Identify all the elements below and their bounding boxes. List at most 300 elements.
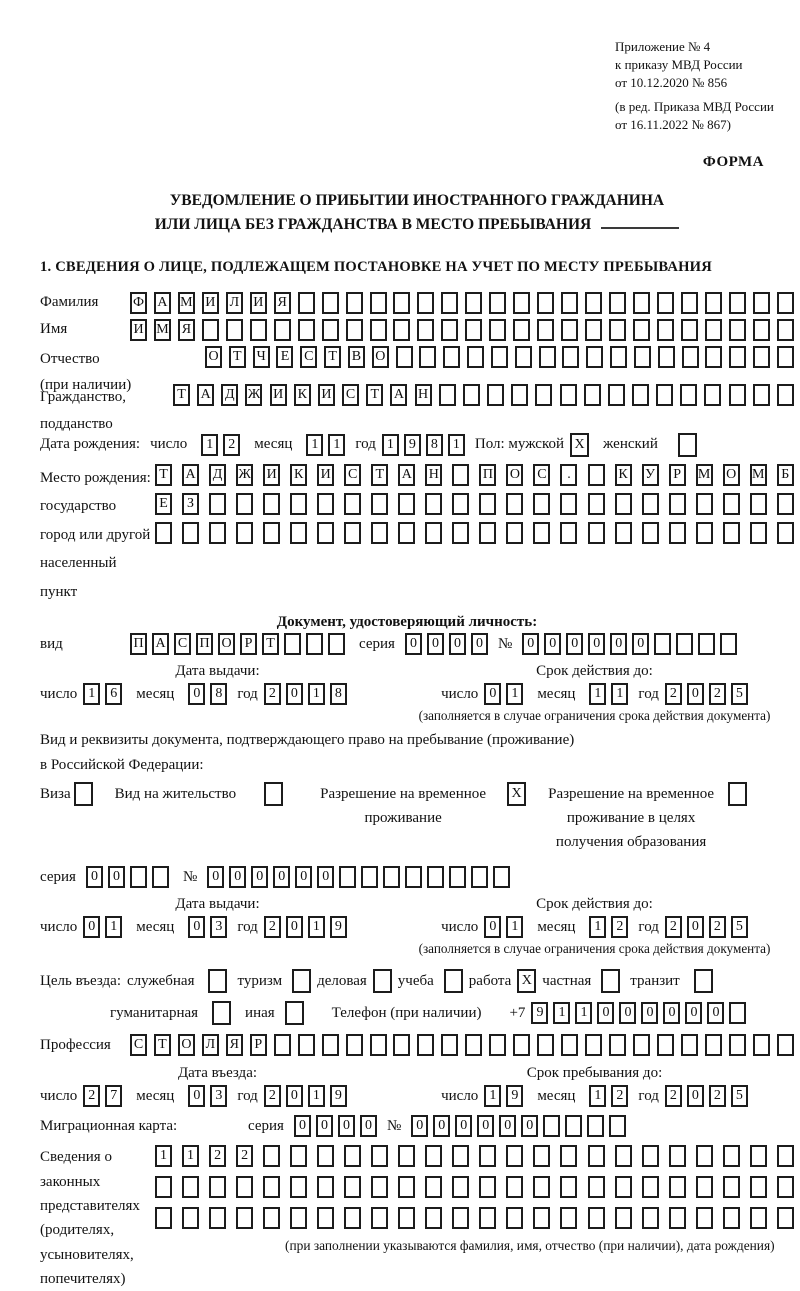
char-box[interactable]: 2 (223, 434, 240, 456)
char-box[interactable] (290, 1145, 307, 1167)
char-box[interactable] (669, 493, 686, 515)
char-box[interactable]: 0 (427, 633, 444, 655)
char-box[interactable]: 0 (588, 633, 605, 655)
char-box[interactable]: 1 (589, 1085, 606, 1107)
char-box[interactable] (696, 522, 713, 544)
residence-permit-checkbox[interactable] (264, 782, 283, 806)
char-box[interactable]: Я (226, 1034, 243, 1056)
char-box[interactable]: 0 (641, 1002, 658, 1024)
char-box[interactable] (587, 1115, 604, 1137)
char-box[interactable]: 0 (108, 866, 125, 888)
char-box[interactable] (506, 493, 523, 515)
char-box[interactable] (585, 1034, 602, 1056)
char-box[interactable] (209, 1207, 226, 1229)
char-box[interactable] (753, 346, 770, 368)
char-box[interactable] (493, 866, 510, 888)
char-box[interactable] (615, 522, 632, 544)
char-box[interactable]: О (723, 464, 740, 486)
char-box[interactable] (317, 493, 334, 515)
char-box[interactable] (317, 522, 334, 544)
char-box[interactable] (723, 522, 740, 544)
char-box[interactable] (633, 319, 650, 341)
purpose-work-checkbox[interactable]: X (517, 969, 536, 993)
char-box[interactable]: 1 (506, 916, 523, 938)
char-box[interactable] (705, 292, 722, 314)
char-box[interactable] (750, 493, 767, 515)
char-box[interactable] (777, 346, 794, 368)
char-box[interactable]: А (154, 292, 171, 314)
residence-valid-day[interactable] (484, 916, 523, 938)
char-box[interactable] (609, 319, 626, 341)
char-box[interactable] (565, 1115, 582, 1137)
char-box[interactable] (608, 384, 625, 406)
char-box[interactable]: 0 (619, 1002, 636, 1024)
char-box[interactable] (263, 493, 280, 515)
char-box[interactable] (344, 1145, 361, 1167)
char-box[interactable] (560, 1145, 577, 1167)
doc-series-input[interactable] (405, 633, 488, 655)
char-box[interactable] (489, 319, 506, 341)
char-box[interactable]: 0 (411, 1115, 428, 1137)
char-box[interactable] (467, 346, 484, 368)
char-box[interactable]: Ж (236, 464, 253, 486)
char-box[interactable]: 1 (589, 683, 606, 705)
char-box[interactable]: О (178, 1034, 195, 1056)
char-box[interactable] (346, 292, 363, 314)
char-box[interactable]: 1 (484, 1085, 501, 1107)
birth-place-line1[interactable] (155, 464, 794, 486)
char-box[interactable]: Е (155, 493, 172, 515)
char-box[interactable] (396, 346, 413, 368)
char-box[interactable]: Ф (130, 292, 147, 314)
char-box[interactable] (370, 319, 387, 341)
char-box[interactable] (370, 1034, 387, 1056)
char-box[interactable]: 6 (105, 683, 122, 705)
char-box[interactable]: И (250, 292, 267, 314)
char-box[interactable]: 0 (273, 866, 290, 888)
citizenship-input[interactable] (173, 384, 794, 406)
char-box[interactable] (777, 319, 794, 341)
char-box[interactable]: С (342, 384, 359, 406)
char-box[interactable] (290, 493, 307, 515)
char-box[interactable] (371, 1145, 388, 1167)
char-box[interactable] (491, 346, 508, 368)
char-box[interactable]: 5 (731, 683, 748, 705)
char-box[interactable]: Н (425, 464, 442, 486)
char-box[interactable]: 0 (295, 866, 312, 888)
char-box[interactable]: И (317, 464, 334, 486)
entry-year[interactable] (264, 1085, 347, 1107)
sex-male-checkbox[interactable]: X (570, 433, 589, 457)
char-box[interactable] (533, 1176, 550, 1198)
char-box[interactable] (777, 292, 794, 314)
char-box[interactable] (383, 866, 400, 888)
char-box[interactable]: С (344, 464, 361, 486)
char-box[interactable]: М (154, 319, 171, 341)
doc-number-input[interactable] (522, 633, 737, 655)
char-box[interactable] (584, 384, 601, 406)
char-box[interactable]: Д (221, 384, 238, 406)
sex-female-checkbox[interactable] (678, 433, 697, 457)
char-box[interactable]: 0 (188, 683, 205, 705)
char-box[interactable]: Т (371, 464, 388, 486)
char-box[interactable]: 1 (308, 916, 325, 938)
phone-input[interactable] (531, 1002, 746, 1024)
birth-month-input[interactable] (306, 434, 345, 456)
char-box[interactable] (290, 522, 307, 544)
char-box[interactable] (539, 346, 556, 368)
char-box[interactable]: 0 (338, 1115, 355, 1137)
residence-valid-year[interactable] (665, 916, 748, 938)
char-box[interactable] (405, 866, 422, 888)
char-box[interactable]: 2 (264, 916, 281, 938)
char-box[interactable] (417, 292, 434, 314)
char-box[interactable] (263, 522, 280, 544)
char-box[interactable] (777, 1207, 794, 1229)
char-box[interactable]: 3 (210, 916, 227, 938)
char-box[interactable]: Р (669, 464, 686, 486)
char-box[interactable] (452, 1207, 469, 1229)
char-box[interactable] (720, 633, 737, 655)
char-box[interactable]: 0 (499, 1115, 516, 1137)
char-box[interactable] (698, 633, 715, 655)
char-box[interactable] (681, 1034, 698, 1056)
char-box[interactable]: 0 (707, 1002, 724, 1024)
legal-rep-line2[interactable] (155, 1176, 794, 1198)
char-box[interactable] (274, 1034, 291, 1056)
char-box[interactable]: М (178, 292, 195, 314)
char-box[interactable] (680, 384, 697, 406)
char-box[interactable] (427, 866, 444, 888)
char-box[interactable]: 1 (83, 683, 100, 705)
char-box[interactable]: 1 (382, 434, 399, 456)
char-box[interactable] (560, 1176, 577, 1198)
char-box[interactable]: М (750, 464, 767, 486)
char-box[interactable] (750, 1145, 767, 1167)
char-box[interactable]: 5 (731, 1085, 748, 1107)
char-box[interactable] (658, 346, 675, 368)
char-box[interactable]: 0 (86, 866, 103, 888)
char-box[interactable] (657, 319, 674, 341)
char-box[interactable]: Я (178, 319, 195, 341)
char-box[interactable] (704, 384, 721, 406)
char-box[interactable] (417, 1034, 434, 1056)
char-box[interactable] (344, 522, 361, 544)
patronymic-input[interactable] (205, 346, 794, 368)
char-box[interactable]: 0 (188, 916, 205, 938)
char-box[interactable] (506, 1207, 523, 1229)
char-box[interactable] (537, 319, 554, 341)
char-box[interactable]: 9 (506, 1085, 523, 1107)
char-box[interactable] (705, 346, 722, 368)
char-box[interactable] (705, 319, 722, 341)
char-box[interactable]: 1 (506, 683, 523, 705)
char-box[interactable] (425, 493, 442, 515)
legal-rep-line3[interactable] (155, 1207, 794, 1229)
char-box[interactable] (562, 346, 579, 368)
char-box[interactable] (585, 319, 602, 341)
char-box[interactable] (669, 522, 686, 544)
char-box[interactable] (417, 319, 434, 341)
char-box[interactable] (533, 1207, 550, 1229)
char-box[interactable]: Я (274, 292, 291, 314)
entry-day[interactable] (83, 1085, 122, 1107)
char-box[interactable] (479, 1176, 496, 1198)
char-box[interactable] (344, 493, 361, 515)
char-box[interactable] (657, 292, 674, 314)
char-box[interactable] (298, 292, 315, 314)
char-box[interactable]: А (197, 384, 214, 406)
birth-place-line2[interactable] (155, 493, 794, 515)
char-box[interactable] (298, 1034, 315, 1056)
char-box[interactable]: 2 (665, 683, 682, 705)
char-box[interactable]: 1 (201, 434, 218, 456)
char-box[interactable] (452, 464, 469, 486)
char-box[interactable] (209, 522, 226, 544)
char-box[interactable] (506, 522, 523, 544)
char-box[interactable] (182, 1207, 199, 1229)
char-box[interactable]: Т (154, 1034, 171, 1056)
char-box[interactable]: 9 (531, 1002, 548, 1024)
char-box[interactable]: 0 (360, 1115, 377, 1137)
char-box[interactable]: 0 (663, 1002, 680, 1024)
residence-issue-month[interactable] (188, 916, 227, 938)
char-box[interactable]: 2 (209, 1145, 226, 1167)
char-box[interactable] (513, 319, 530, 341)
char-box[interactable] (371, 1176, 388, 1198)
char-box[interactable] (452, 1176, 469, 1198)
char-box[interactable] (777, 1176, 794, 1198)
char-box[interactable] (588, 493, 605, 515)
char-box[interactable] (535, 384, 552, 406)
char-box[interactable] (642, 1145, 659, 1167)
visa-checkbox[interactable] (74, 782, 93, 806)
char-box[interactable] (479, 493, 496, 515)
char-box[interactable]: 9 (330, 916, 347, 938)
char-box[interactable] (676, 633, 693, 655)
char-box[interactable] (777, 384, 794, 406)
char-box[interactable] (560, 522, 577, 544)
char-box[interactable]: В (348, 346, 365, 368)
char-box[interactable] (306, 633, 323, 655)
birth-year-input[interactable] (382, 434, 465, 456)
char-box[interactable] (615, 1176, 632, 1198)
char-box[interactable]: П (196, 633, 213, 655)
char-box[interactable]: Л (226, 292, 243, 314)
char-box[interactable] (425, 1207, 442, 1229)
char-box[interactable]: А (398, 464, 415, 486)
char-box[interactable]: Т (229, 346, 246, 368)
char-box[interactable]: 0 (471, 633, 488, 655)
char-box[interactable] (439, 384, 456, 406)
char-box[interactable] (588, 522, 605, 544)
char-box[interactable]: С (174, 633, 191, 655)
char-box[interactable] (344, 1176, 361, 1198)
char-box[interactable] (588, 464, 605, 486)
char-box[interactable] (155, 1207, 172, 1229)
char-box[interactable] (633, 292, 650, 314)
char-box[interactable]: 2 (709, 683, 726, 705)
char-box[interactable]: 2 (236, 1145, 253, 1167)
char-box[interactable] (393, 292, 410, 314)
residence-issue-year[interactable] (264, 916, 347, 938)
birth-place-line3[interactable] (155, 522, 794, 544)
char-box[interactable] (642, 522, 659, 544)
identity-valid-day[interactable] (484, 683, 523, 705)
char-box[interactable]: О (205, 346, 222, 368)
char-box[interactable] (610, 346, 627, 368)
char-box[interactable] (465, 292, 482, 314)
char-box[interactable]: 2 (709, 916, 726, 938)
char-box[interactable]: 2 (611, 916, 628, 938)
migration-number-input[interactable] (411, 1115, 626, 1137)
char-box[interactable]: 8 (210, 683, 227, 705)
entry-month[interactable] (188, 1085, 227, 1107)
char-box[interactable] (339, 866, 356, 888)
char-box[interactable]: Р (240, 633, 257, 655)
char-box[interactable] (511, 384, 528, 406)
char-box[interactable] (723, 1176, 740, 1198)
char-box[interactable] (398, 1207, 415, 1229)
char-box[interactable]: 0 (685, 1002, 702, 1024)
char-box[interactable] (452, 522, 469, 544)
char-box[interactable]: 0 (433, 1115, 450, 1137)
char-box[interactable] (729, 292, 746, 314)
char-box[interactable]: С (130, 1034, 147, 1056)
char-box[interactable]: 1 (553, 1002, 570, 1024)
char-box[interactable]: П (479, 464, 496, 486)
char-box[interactable] (753, 292, 770, 314)
char-box[interactable] (560, 384, 577, 406)
char-box[interactable] (371, 493, 388, 515)
char-box[interactable] (634, 346, 651, 368)
char-box[interactable] (506, 1145, 523, 1167)
legal-rep-line1[interactable] (155, 1145, 794, 1167)
temp-residence-education-checkbox[interactable] (728, 782, 747, 806)
char-box[interactable] (441, 319, 458, 341)
char-box[interactable] (543, 1115, 560, 1137)
char-box[interactable] (274, 319, 291, 341)
char-box[interactable] (284, 633, 301, 655)
char-box[interactable] (152, 866, 169, 888)
char-box[interactable] (615, 493, 632, 515)
char-box[interactable] (130, 866, 147, 888)
char-box[interactable] (226, 319, 243, 341)
char-box[interactable] (398, 493, 415, 515)
migration-series-input[interactable] (294, 1115, 377, 1137)
char-box[interactable] (729, 319, 746, 341)
char-box[interactable]: 2 (264, 1085, 281, 1107)
char-box[interactable]: Т (155, 464, 172, 486)
char-box[interactable]: С (300, 346, 317, 368)
char-box[interactable] (669, 1207, 686, 1229)
char-box[interactable] (681, 319, 698, 341)
char-box[interactable] (588, 1145, 605, 1167)
char-box[interactable] (729, 1002, 746, 1024)
char-box[interactable]: 0 (597, 1002, 614, 1024)
char-box[interactable] (750, 522, 767, 544)
char-box[interactable]: П (130, 633, 147, 655)
identity-issue-day[interactable] (83, 683, 122, 705)
char-box[interactable] (236, 493, 253, 515)
residence-number-input[interactable] (207, 866, 510, 888)
char-box[interactable]: 1 (182, 1145, 199, 1167)
char-box[interactable] (533, 1145, 550, 1167)
char-box[interactable] (753, 1034, 770, 1056)
char-box[interactable]: А (152, 633, 169, 655)
char-box[interactable] (560, 493, 577, 515)
char-box[interactable]: 1 (105, 916, 122, 938)
char-box[interactable]: И (263, 464, 280, 486)
char-box[interactable]: Н (415, 384, 432, 406)
purpose-humanitarian-checkbox[interactable] (212, 1001, 231, 1025)
char-box[interactable]: 0 (484, 683, 501, 705)
char-box[interactable]: З (182, 493, 199, 515)
char-box[interactable]: 1 (448, 434, 465, 456)
identity-valid-month[interactable] (589, 683, 628, 705)
char-box[interactable] (425, 1176, 442, 1198)
char-box[interactable]: 9 (330, 1085, 347, 1107)
char-box[interactable] (263, 1207, 280, 1229)
char-box[interactable] (561, 292, 578, 314)
char-box[interactable]: 1 (589, 916, 606, 938)
char-box[interactable] (696, 1176, 713, 1198)
char-box[interactable]: 0 (188, 1085, 205, 1107)
stay-until-day[interactable] (484, 1085, 523, 1107)
char-box[interactable] (489, 1034, 506, 1056)
char-box[interactable] (777, 522, 794, 544)
char-box[interactable] (561, 1034, 578, 1056)
char-box[interactable]: 0 (484, 916, 501, 938)
char-box[interactable] (250, 319, 267, 341)
char-box[interactable]: 0 (477, 1115, 494, 1137)
char-box[interactable]: И (270, 384, 287, 406)
char-box[interactable]: О (218, 633, 235, 655)
char-box[interactable] (443, 346, 460, 368)
char-box[interactable] (361, 866, 378, 888)
char-box[interactable] (465, 319, 482, 341)
char-box[interactable] (669, 1176, 686, 1198)
char-box[interactable] (588, 1207, 605, 1229)
char-box[interactable] (642, 493, 659, 515)
char-box[interactable] (346, 1034, 363, 1056)
char-box[interactable] (750, 1176, 767, 1198)
char-box[interactable]: 8 (330, 683, 347, 705)
char-box[interactable] (263, 1176, 280, 1198)
char-box[interactable]: 2 (665, 1085, 682, 1107)
char-box[interactable] (657, 1034, 674, 1056)
char-box[interactable]: 0 (229, 866, 246, 888)
char-box[interactable]: 0 (83, 916, 100, 938)
char-box[interactable]: 0 (566, 633, 583, 655)
char-box[interactable] (322, 292, 339, 314)
char-box[interactable] (753, 319, 770, 341)
char-box[interactable] (656, 384, 673, 406)
char-box[interactable]: 1 (611, 683, 628, 705)
char-box[interactable] (642, 1207, 659, 1229)
char-box[interactable] (723, 1207, 740, 1229)
char-box[interactable] (729, 384, 746, 406)
identity-issue-month[interactable] (188, 683, 227, 705)
char-box[interactable]: 0 (317, 866, 334, 888)
char-box[interactable]: Ж (245, 384, 262, 406)
char-box[interactable] (696, 1145, 713, 1167)
char-box[interactable]: К (290, 464, 307, 486)
char-box[interactable]: Л (202, 1034, 219, 1056)
char-box[interactable]: 0 (449, 633, 466, 655)
char-box[interactable]: 8 (426, 434, 443, 456)
char-box[interactable]: А (390, 384, 407, 406)
